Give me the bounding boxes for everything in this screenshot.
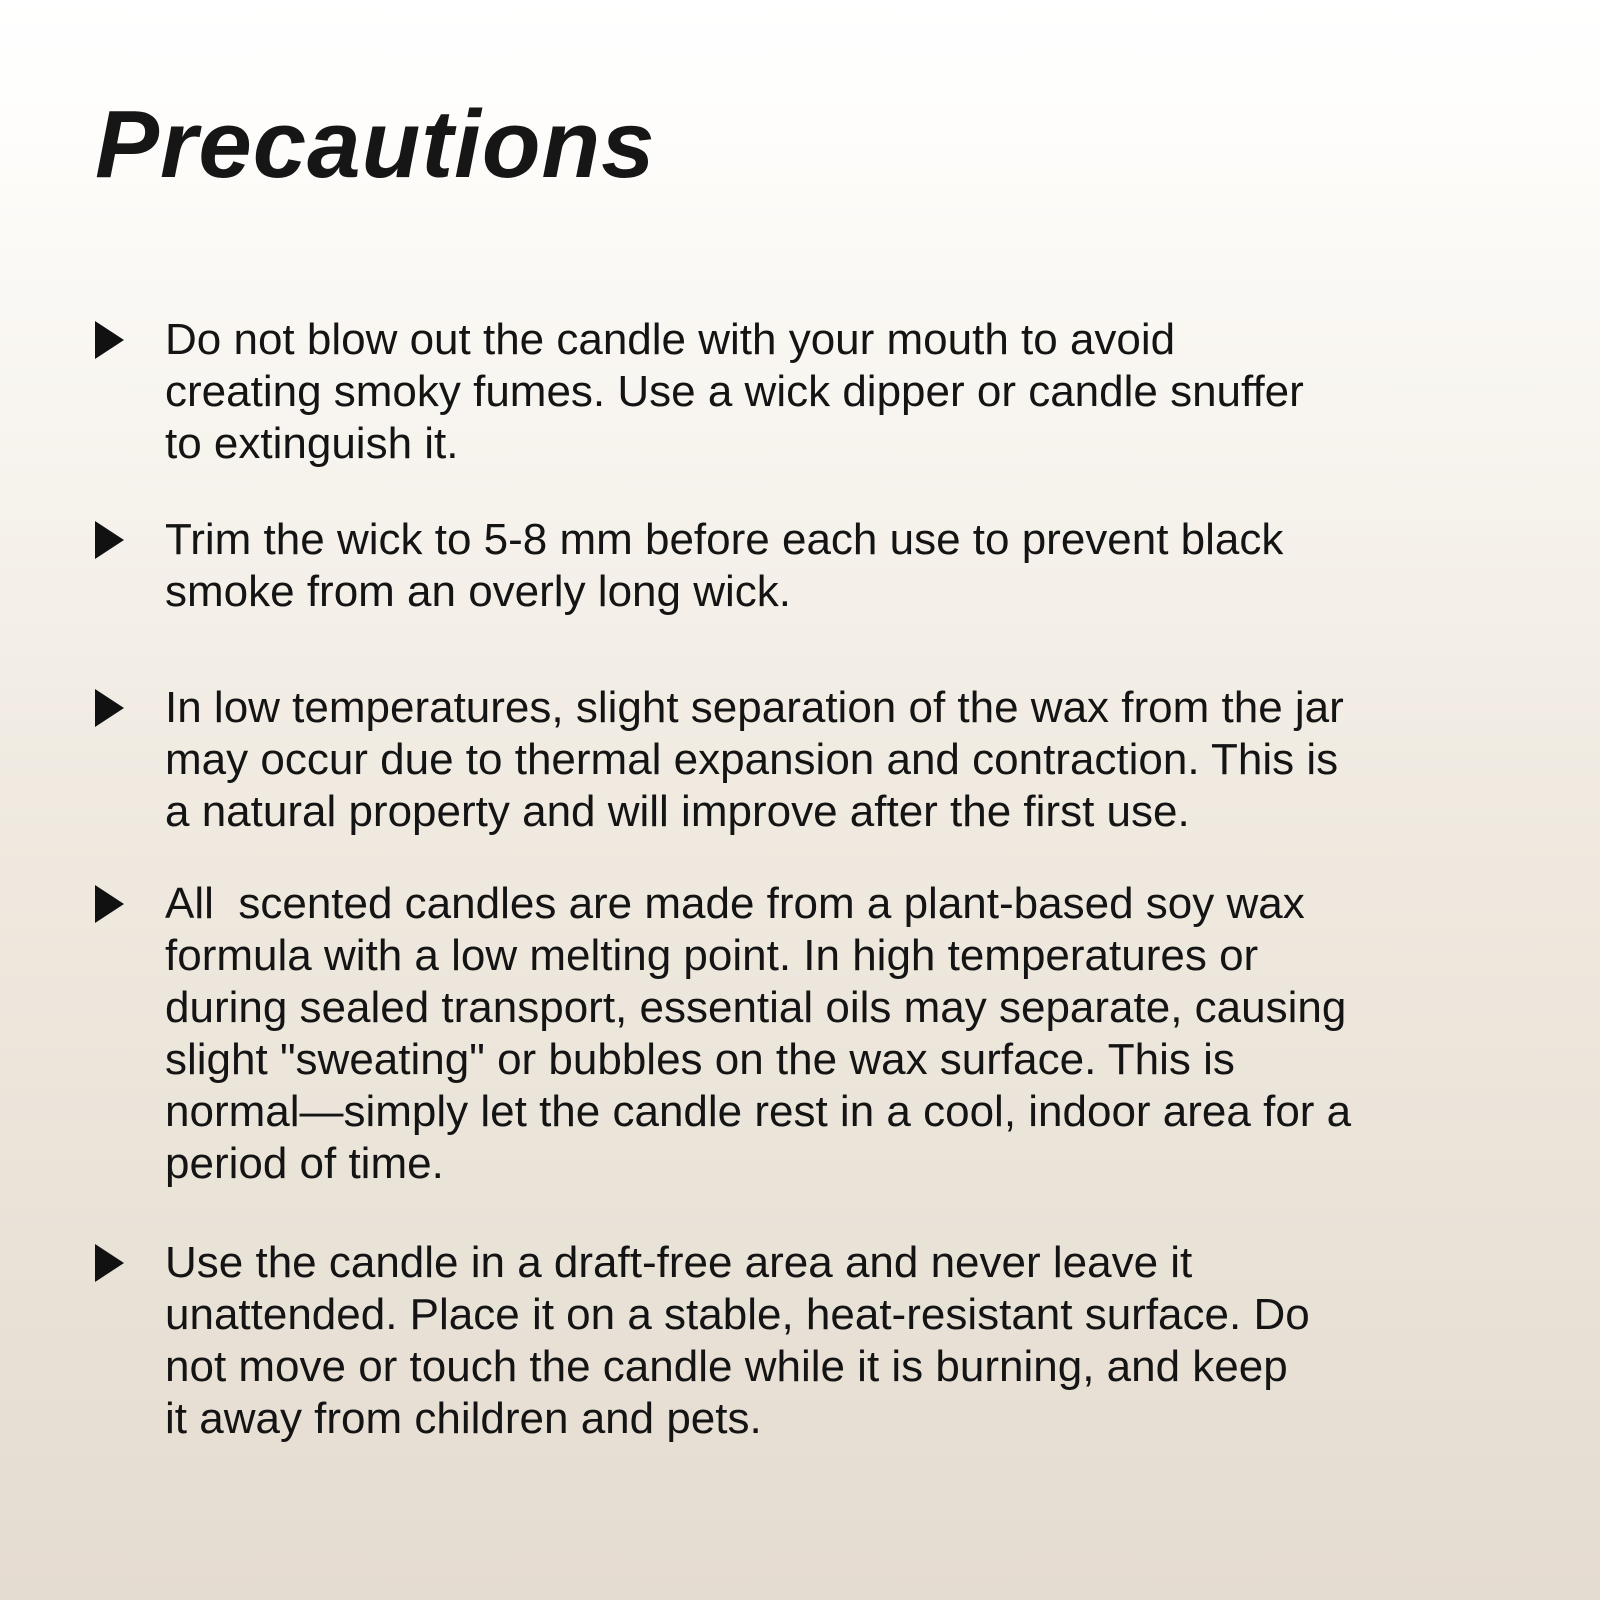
text-line: Use the candle in a draft-free area and never leave it (165, 1237, 1193, 1287)
bullet-text (165, 878, 1351, 1190)
text-line: not move or touch the candle while it is burning, and keep (165, 1341, 1288, 1391)
precautions-list (0, 314, 1600, 1445)
text-line: it away from children and pets. (165, 1393, 762, 1443)
bullet-triangle-icon (95, 521, 124, 559)
text-line: during sealed transport, essential oils may separate, causing (165, 982, 1347, 1032)
text-line: slight "sweating" or bubbles on the wax surface. This is (165, 1034, 1235, 1084)
list-item (95, 514, 1540, 618)
text-line: period of time. (165, 1138, 444, 1188)
bullet-text (165, 682, 1344, 838)
text-line: unattended. Place it on a stable, heat-resistant surface. Do (165, 1289, 1310, 1339)
list-item (95, 314, 1540, 470)
text-line: normal—simply let the candle rest in a cool, indoor area for a (165, 1086, 1352, 1136)
text-line: In low temperatures, slight separation of the wax from the jar (165, 682, 1344, 732)
bullet-text (165, 514, 1283, 618)
page-title: Precautions (95, 91, 656, 198)
bullet-triangle-icon (95, 1244, 124, 1282)
bullet-text (165, 314, 1304, 470)
bullet-triangle-icon (95, 689, 124, 727)
bullet-triangle-icon (95, 885, 124, 923)
bullet-text (165, 1237, 1310, 1445)
text-line: to extinguish it. (165, 418, 459, 468)
text-line: Trim the wick to 5-8 mm before each use to prevent black (165, 514, 1284, 564)
text-line: formula with a low melting point. In high temperatures or (165, 930, 1259, 980)
list-item (95, 878, 1540, 1190)
text-line: Do not blow out the candle with your mouth to avoid (165, 314, 1176, 364)
bullet-triangle-icon (95, 321, 124, 359)
text-line: smoke from an overly long wick. (165, 566, 791, 616)
text-line: a natural property and will improve after the first use. (165, 786, 1190, 836)
text-line: All scented candles are made from a plant-based soy wax (165, 878, 1305, 928)
list-item (95, 682, 1540, 838)
list-item (95, 1237, 1540, 1445)
text-line: may occur due to thermal expansion and contraction. This is (165, 734, 1339, 784)
text-line: creating smoky fumes. Use a wick dipper or candle snuffer (165, 366, 1304, 416)
